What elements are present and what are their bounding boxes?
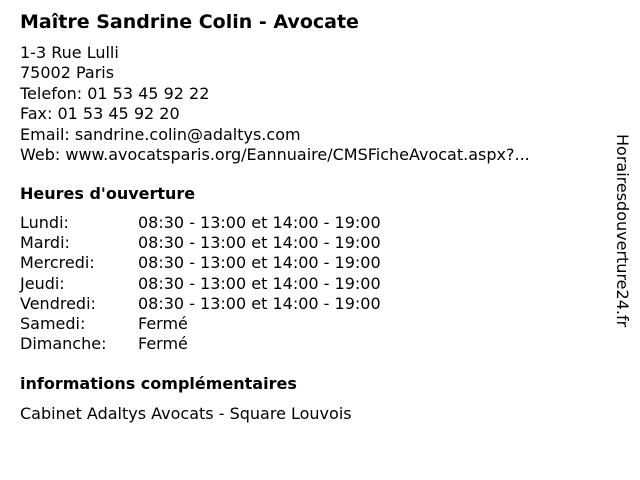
email-address: Email: sandrine.colin@adaltys.com bbox=[20, 124, 301, 144]
hours-day: Samedi: bbox=[20, 313, 86, 333]
info-heading: informations complémentaires bbox=[20, 374, 297, 393]
hours-row bbox=[20, 213, 381, 233]
hours-time: 08:30 - 13:00 et 14:00 - 19:00 bbox=[138, 293, 381, 313]
address-street: 1-3 Rue Lulli bbox=[20, 43, 119, 62]
hours-time: Fermé bbox=[138, 334, 188, 354]
hours-time: 08:30 - 13:00 et 14:00 - 19:00 bbox=[138, 273, 381, 293]
hours-row bbox=[20, 233, 381, 253]
address-city: 75002 Paris bbox=[20, 63, 115, 83]
hours-day: Vendredi: bbox=[20, 293, 96, 313]
phone-number: Telefon: 01 53 45 92 22 bbox=[20, 83, 210, 103]
hours-day: Dimanche: bbox=[20, 334, 107, 354]
hours-day: Mercredi: bbox=[20, 253, 95, 273]
contact-block bbox=[20, 43, 530, 165]
website-url: Web: www.avocatsparis.org/Eannuaire/CMSFicheAvocat.aspx?... bbox=[20, 144, 530, 164]
hours-row bbox=[20, 334, 381, 354]
page-title: Maître Sandrine Colin - Avocate bbox=[20, 11, 359, 33]
hours-heading: Heures d'ouverture bbox=[20, 184, 196, 203]
site-watermark: Horairesdouverture24.fr bbox=[613, 134, 632, 328]
hours-time: 08:30 - 13:00 et 14:00 - 19:00 bbox=[138, 233, 381, 253]
fax-number: Fax: 01 53 45 92 20 bbox=[20, 104, 180, 124]
hours-row bbox=[20, 314, 381, 334]
hours-time: Fermé bbox=[138, 313, 188, 333]
hours-time: 08:30 - 13:00 et 14:00 - 19:00 bbox=[138, 253, 381, 273]
hours-time: 08:30 - 13:00 et 14:00 - 19:00 bbox=[138, 213, 381, 232]
hours-day: Lundi: bbox=[20, 213, 69, 232]
hours-row bbox=[20, 274, 381, 294]
hours-row bbox=[20, 253, 381, 273]
hours-row bbox=[20, 294, 381, 314]
hours-day: Jeudi: bbox=[20, 273, 65, 293]
info-text: Cabinet Adaltys Avocats - Square Louvois bbox=[20, 404, 352, 423]
hours-table bbox=[20, 213, 381, 354]
hours-day: Mardi: bbox=[20, 233, 70, 253]
